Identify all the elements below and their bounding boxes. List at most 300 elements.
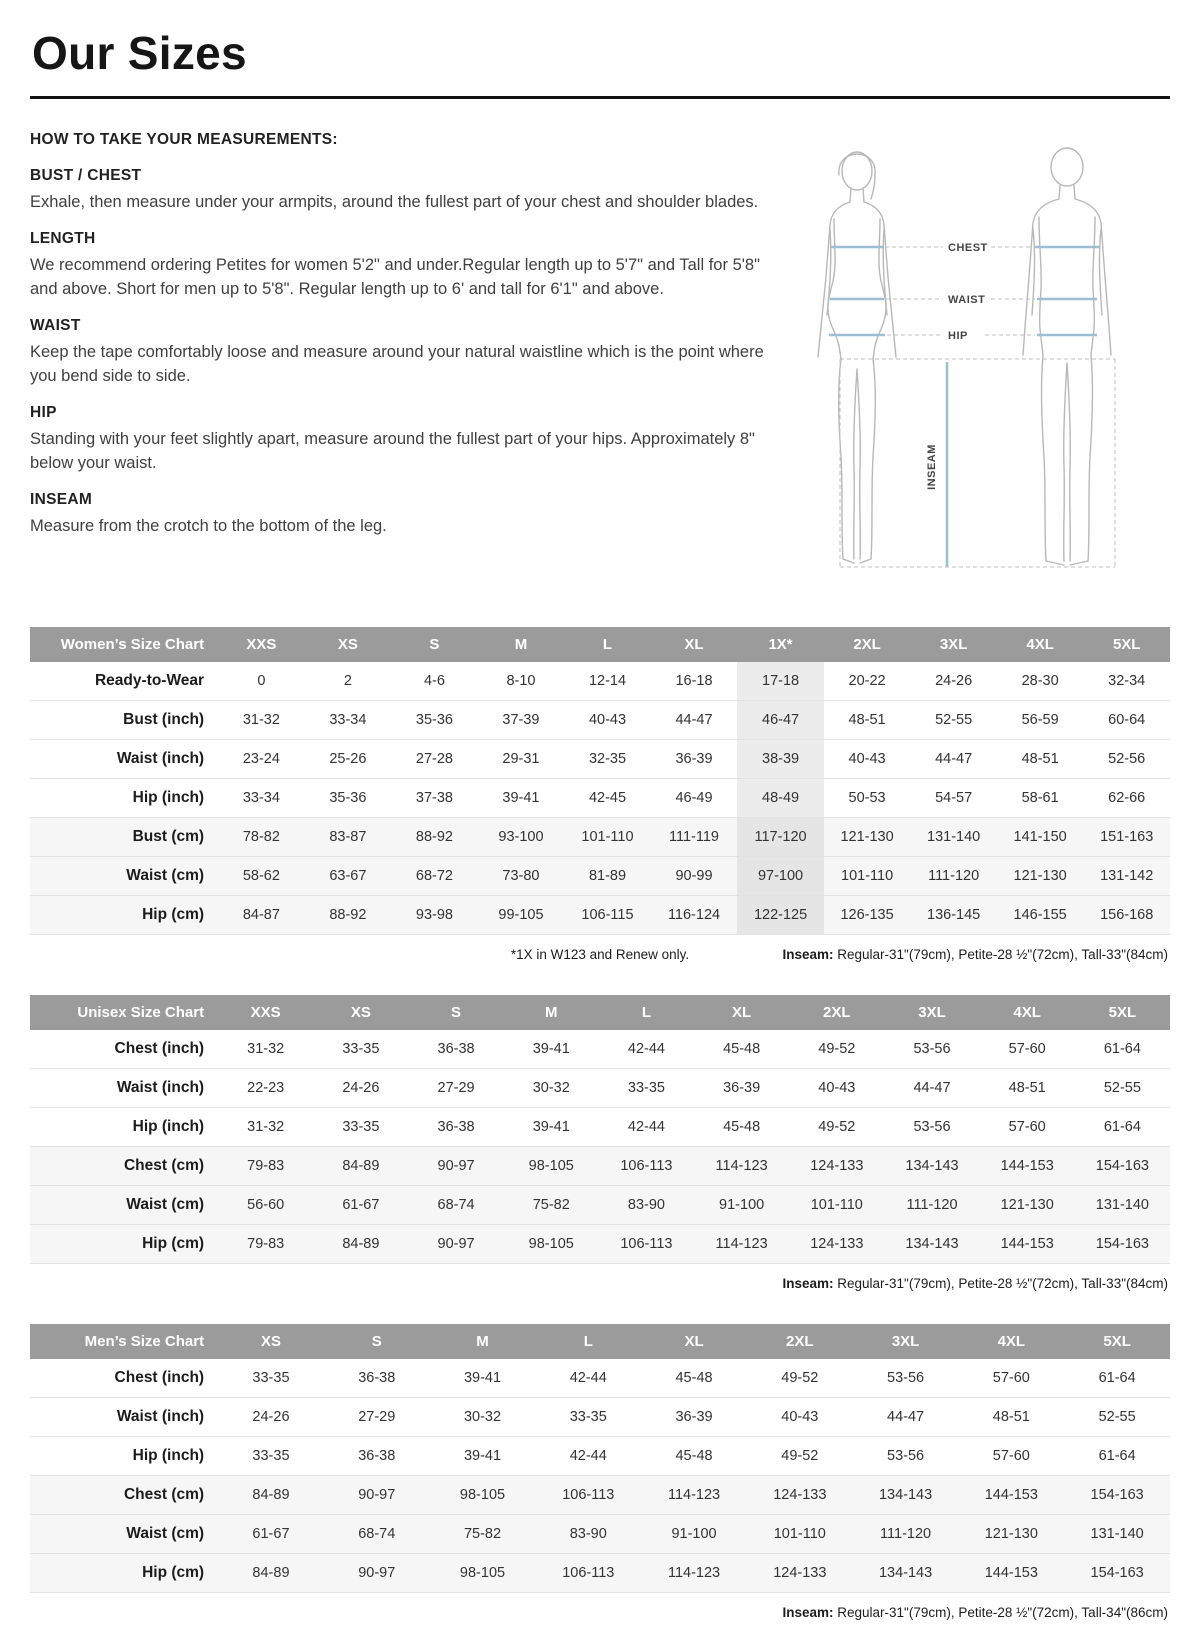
size-value-cell: 36-39: [641, 1398, 747, 1437]
size-value-cell: 144-153: [980, 1225, 1075, 1264]
size-value-cell: 23-24: [218, 740, 305, 779]
size-column-header: S: [324, 1324, 430, 1359]
size-value-cell: 0: [218, 662, 305, 701]
size-value-cell: 16-18: [651, 662, 738, 701]
measurement-section: [30, 317, 764, 388]
size-value-cell: 84-89: [218, 1476, 324, 1515]
table-row: [30, 1069, 1170, 1108]
size-value-cell: 24-26: [313, 1069, 408, 1108]
size-value-cell: 101-110: [747, 1515, 853, 1554]
size-value-cell: 45-48: [694, 1030, 789, 1069]
size-value-cell: 44-47: [884, 1069, 979, 1108]
size-value-cell: 98-105: [504, 1147, 599, 1186]
size-value-cell: 134-143: [884, 1225, 979, 1264]
section-body: Standing with your feet slightly apart, measure around the fullest part of your hips. Approximately 8" below your waist.: [30, 430, 755, 472]
size-column-header: 3XL: [853, 1324, 959, 1359]
section-body: Keep the tape comfortably loose and measure around your natural waistline which is the point where you bend side to side.: [30, 343, 764, 385]
size-value-cell: 53-56: [884, 1030, 979, 1069]
size-value-cell: 121-130: [824, 818, 911, 857]
size-value-cell: 90-97: [408, 1225, 503, 1264]
size-value-cell: 61-64: [1075, 1030, 1170, 1069]
size-value-cell: 68-74: [408, 1186, 503, 1225]
section-title: BUST / CHEST: [30, 167, 142, 184]
size-column-header: XL: [694, 995, 789, 1030]
size-chart-men: [30, 1324, 1170, 1623]
measurement-diagram: [780, 127, 1170, 597]
size-value-cell: 61-64: [1064, 1437, 1170, 1476]
size-value-cell: 90-97: [408, 1147, 503, 1186]
size-value-cell: 37-38: [391, 779, 478, 818]
size-value-cell: 52-55: [910, 701, 997, 740]
size-column-header: 3XL: [910, 627, 997, 662]
size-value-cell: 40-43: [564, 701, 651, 740]
row-label: Hip (cm): [30, 1554, 218, 1593]
table-row: [30, 1359, 1170, 1398]
size-value-cell: 25-26: [305, 740, 392, 779]
measurement-section: [30, 404, 764, 475]
size-value-cell: 88-92: [305, 896, 392, 935]
table-row: [30, 1225, 1170, 1264]
table-title: Women’s Size Chart: [30, 627, 218, 662]
size-value-cell: 124-133: [747, 1476, 853, 1515]
size-value-cell: 106-113: [599, 1147, 694, 1186]
size-value-cell: 42-44: [599, 1108, 694, 1147]
size-value-cell: 30-32: [504, 1069, 599, 1108]
row-label: Waist (inch): [30, 1069, 218, 1108]
size-value-cell: 29-31: [478, 740, 565, 779]
table-row: [30, 779, 1170, 818]
size-value-cell: 56-59: [997, 701, 1084, 740]
measurement-guide: [30, 127, 1170, 597]
size-value-cell: 52-55: [1064, 1398, 1170, 1437]
waist-label: WAIST: [948, 294, 986, 306]
size-column-header: 5XL: [1083, 627, 1170, 662]
howto-heading: HOW TO TAKE YOUR MEASUREMENTS:: [30, 131, 338, 148]
size-chart-unisex: [30, 995, 1170, 1294]
table-row: [30, 1515, 1170, 1554]
size-value-cell: 53-56: [853, 1359, 959, 1398]
size-value-cell: 46-49: [651, 779, 738, 818]
size-value-cell: 36-38: [324, 1437, 430, 1476]
size-value-cell: 131-140: [1075, 1186, 1170, 1225]
size-value-cell: 106-113: [599, 1225, 694, 1264]
size-value-cell: 35-36: [391, 701, 478, 740]
size-column-header: 4XL: [997, 627, 1084, 662]
section-title: HIP: [30, 404, 57, 422]
size-value-cell: 48-51: [997, 740, 1084, 779]
section-body: Measure from the crotch to the bottom of the leg.: [30, 516, 387, 535]
table-title: Men’s Size Chart: [30, 1324, 218, 1359]
table-row: [30, 1108, 1170, 1147]
size-value-cell: 90-99: [651, 857, 738, 896]
size-value-cell: 37-39: [478, 701, 565, 740]
footnote: *1X in W123 and Renew only.: [510, 947, 690, 962]
size-chart-women: [30, 627, 1170, 965]
size-value-cell: 33-35: [218, 1437, 324, 1476]
size-value-cell: 154-163: [1075, 1225, 1170, 1264]
table-row: [30, 857, 1170, 896]
instruction-sections: [30, 167, 764, 538]
size-value-cell: 32-34: [1083, 662, 1170, 701]
size-value-cell: 61-64: [1075, 1108, 1170, 1147]
size-value-cell: 50-53: [824, 779, 911, 818]
size-value-cell: 84-89: [313, 1147, 408, 1186]
size-column-header: 2XL: [747, 1324, 853, 1359]
table-row: [30, 701, 1170, 740]
size-value-cell: 98-105: [430, 1554, 536, 1593]
size-value-cell: 32-35: [564, 740, 651, 779]
size-value-cell: 75-82: [504, 1186, 599, 1225]
footnote: Inseam: Regular-31"(79cm), Petite-28 ½"(72cm), Tall-34"(86cm): [782, 1605, 1168, 1620]
male-figure-outline: [1023, 148, 1111, 565]
size-value-cell: 24-26: [218, 1398, 324, 1437]
size-value-cell: 101-110: [789, 1186, 884, 1225]
size-value-cell: 31-32: [218, 701, 305, 740]
size-value-cell: 39-41: [504, 1108, 599, 1147]
size-value-cell: 48-51: [980, 1069, 1075, 1108]
size-value-cell: 144-153: [958, 1554, 1064, 1593]
size-value-cell: 62-66: [1083, 779, 1170, 818]
measurement-section: [30, 167, 764, 214]
size-value-cell: 38-39: [737, 740, 824, 779]
measurement-instructions: [30, 127, 764, 597]
size-column-header: S: [391, 627, 478, 662]
size-value-cell: 111-120: [884, 1186, 979, 1225]
size-value-cell: 114-123: [641, 1476, 747, 1515]
size-value-cell: 131-140: [910, 818, 997, 857]
table-row: [30, 662, 1170, 701]
size-column-header: 3XL: [884, 995, 979, 1030]
size-value-cell: 84-87: [218, 896, 305, 935]
size-value-cell: 57-60: [958, 1437, 1064, 1476]
size-value-cell: 131-140: [1064, 1515, 1170, 1554]
size-value-cell: 49-52: [747, 1359, 853, 1398]
size-value-cell: 60-64: [1083, 701, 1170, 740]
size-value-cell: 39-41: [430, 1437, 536, 1476]
size-value-cell: 61-67: [313, 1186, 408, 1225]
size-value-cell: 154-163: [1064, 1476, 1170, 1515]
size-value-cell: 22-23: [218, 1069, 313, 1108]
size-value-cell: 106-113: [535, 1554, 641, 1593]
size-chart-table: [30, 1324, 1170, 1593]
size-value-cell: 33-34: [305, 701, 392, 740]
size-column-header: XS: [305, 627, 392, 662]
size-value-cell: 131-142: [1083, 857, 1170, 896]
row-label: Hip (inch): [30, 1437, 218, 1476]
size-value-cell: 36-38: [408, 1108, 503, 1147]
size-value-cell: 49-52: [789, 1108, 884, 1147]
size-column-header: M: [478, 627, 565, 662]
size-value-cell: 114-123: [694, 1225, 789, 1264]
size-value-cell: 117-120: [737, 818, 824, 857]
size-chart-table: [30, 995, 1170, 1264]
size-value-cell: 79-83: [218, 1225, 313, 1264]
table-footnotes: [32, 1276, 1168, 1294]
row-label: Waist (cm): [30, 1186, 218, 1225]
diagram-column: [780, 127, 1170, 597]
size-value-cell: 75-82: [430, 1515, 536, 1554]
size-value-cell: 68-74: [324, 1515, 430, 1554]
table-row: [30, 1398, 1170, 1437]
size-value-cell: 146-155: [997, 896, 1084, 935]
size-value-cell: 40-43: [789, 1069, 884, 1108]
table-row: [30, 1476, 1170, 1515]
size-value-cell: 30-32: [430, 1398, 536, 1437]
size-value-cell: 122-125: [737, 896, 824, 935]
size-value-cell: 33-35: [313, 1030, 408, 1069]
size-value-cell: 141-150: [997, 818, 1084, 857]
size-value-cell: 24-26: [910, 662, 997, 701]
size-value-cell: 48-51: [958, 1398, 1064, 1437]
size-value-cell: 83-87: [305, 818, 392, 857]
size-column-header: XL: [651, 627, 738, 662]
table-title: Unisex Size Chart: [30, 995, 218, 1030]
size-value-cell: 49-52: [789, 1030, 884, 1069]
size-value-cell: 98-105: [430, 1476, 536, 1515]
size-value-cell: 144-153: [958, 1476, 1064, 1515]
size-value-cell: 83-90: [535, 1515, 641, 1554]
size-value-cell: 106-113: [535, 1476, 641, 1515]
table-row: [30, 1147, 1170, 1186]
size-value-cell: 39-41: [478, 779, 565, 818]
size-value-cell: 136-145: [910, 896, 997, 935]
size-value-cell: 126-135: [824, 896, 911, 935]
size-value-cell: 27-29: [408, 1069, 503, 1108]
size-value-cell: 121-130: [997, 857, 1084, 896]
size-value-cell: 78-82: [218, 818, 305, 857]
size-value-cell: 49-52: [747, 1437, 853, 1476]
size-value-cell: 33-35: [535, 1398, 641, 1437]
size-value-cell: 116-124: [651, 896, 738, 935]
size-value-cell: 73-80: [478, 857, 565, 896]
page-title: Our Sizes: [32, 27, 247, 79]
size-value-cell: 53-56: [884, 1108, 979, 1147]
size-column-header: L: [599, 995, 694, 1030]
size-value-cell: 101-110: [824, 857, 911, 896]
size-value-cell: 17-18: [737, 662, 824, 701]
size-value-cell: 42-44: [535, 1437, 641, 1476]
header-row: [30, 627, 1170, 662]
size-value-cell: 58-61: [997, 779, 1084, 818]
size-value-cell: 134-143: [853, 1476, 959, 1515]
size-value-cell: 33-35: [218, 1359, 324, 1398]
size-value-cell: 68-72: [391, 857, 478, 896]
size-value-cell: 154-163: [1064, 1554, 1170, 1593]
size-column-header: 4XL: [980, 995, 1075, 1030]
size-value-cell: 90-97: [324, 1554, 430, 1593]
footnote: Inseam: Regular-31"(79cm), Petite-28 ½"(72cm), Tall-33"(84cm): [782, 1276, 1168, 1291]
measurement-section: [30, 491, 764, 538]
size-value-cell: 61-64: [1064, 1359, 1170, 1398]
row-label: Chest (cm): [30, 1147, 218, 1186]
size-column-header: XXS: [218, 627, 305, 662]
row-label: Ready-to-Wear: [30, 662, 218, 701]
size-value-cell: 36-39: [651, 740, 738, 779]
size-value-cell: 2: [305, 662, 392, 701]
row-label: Waist (inch): [30, 1398, 218, 1437]
row-label: Chest (inch): [30, 1359, 218, 1398]
size-value-cell: 57-60: [980, 1108, 1075, 1147]
header-row: [30, 1324, 1170, 1359]
row-label: Waist (cm): [30, 857, 218, 896]
size-value-cell: 57-60: [958, 1359, 1064, 1398]
size-value-cell: 88-92: [391, 818, 478, 857]
size-value-cell: 134-143: [853, 1554, 959, 1593]
row-label: Hip (cm): [30, 1225, 218, 1264]
inseam-label: INSEAM: [926, 444, 938, 490]
measurement-section: [30, 230, 764, 301]
size-value-cell: 84-89: [313, 1225, 408, 1264]
size-value-cell: 58-62: [218, 857, 305, 896]
size-value-cell: 39-41: [504, 1030, 599, 1069]
size-column-header: XS: [313, 995, 408, 1030]
section-title: LENGTH: [30, 230, 96, 248]
size-value-cell: 45-48: [694, 1108, 789, 1147]
header-row: [30, 995, 1170, 1030]
chest-label: CHEST: [948, 242, 988, 254]
size-value-cell: 45-48: [641, 1359, 747, 1398]
table-row: [30, 1030, 1170, 1069]
size-value-cell: 33-35: [313, 1108, 408, 1147]
size-value-cell: 8-10: [478, 662, 565, 701]
size-value-cell: 27-29: [324, 1398, 430, 1437]
table-row: [30, 818, 1170, 857]
row-label: Hip (cm): [30, 896, 218, 935]
title-divider: [30, 96, 1170, 99]
size-value-cell: 106-115: [564, 896, 651, 935]
size-value-cell: 97-100: [737, 857, 824, 896]
size-value-cell: 52-55: [1075, 1069, 1170, 1108]
size-value-cell: 31-32: [218, 1030, 313, 1069]
size-value-cell: 111-119: [651, 818, 738, 857]
size-column-header: XXS: [218, 995, 313, 1030]
size-value-cell: 83-90: [599, 1186, 694, 1225]
size-value-cell: 28-30: [997, 662, 1084, 701]
size-value-cell: 111-120: [910, 857, 997, 896]
section-title: WAIST: [30, 317, 81, 335]
size-value-cell: 42-44: [535, 1359, 641, 1398]
table-row: [30, 1186, 1170, 1225]
size-value-cell: 91-100: [694, 1186, 789, 1225]
section-title: INSEAM: [30, 490, 93, 508]
size-column-header: 2XL: [824, 627, 911, 662]
row-label: Hip (inch): [30, 779, 218, 818]
size-value-cell: 101-110: [564, 818, 651, 857]
size-value-cell: 121-130: [958, 1515, 1064, 1554]
size-value-cell: 61-67: [218, 1515, 324, 1554]
size-value-cell: 79-83: [218, 1147, 313, 1186]
size-column-header: 4XL: [958, 1324, 1064, 1359]
size-value-cell: 36-39: [694, 1069, 789, 1108]
section-body: Exhale, then measure under your armpits, around the fullest part of your chest and shoulder blades.: [30, 193, 759, 211]
footnote: Inseam: Regular-31"(79cm), Petite-28 ½"(72cm), Tall-33"(84cm): [782, 947, 1168, 962]
size-value-cell: 35-36: [305, 779, 392, 818]
size-value-cell: 121-130: [980, 1186, 1075, 1225]
size-column-header: 2XL: [789, 995, 884, 1030]
size-value-cell: 114-123: [694, 1147, 789, 1186]
size-value-cell: 124-133: [789, 1225, 884, 1264]
size-column-header: L: [535, 1324, 641, 1359]
size-value-cell: 134-143: [884, 1147, 979, 1186]
size-value-cell: 48-51: [824, 701, 911, 740]
size-value-cell: 54-57: [910, 779, 997, 818]
size-value-cell: 93-98: [391, 896, 478, 935]
size-value-cell: 36-38: [408, 1030, 503, 1069]
size-value-cell: 90-97: [324, 1476, 430, 1515]
row-label: Waist (cm): [30, 1515, 218, 1554]
row-label: Bust (inch): [30, 701, 218, 740]
size-value-cell: 12-14: [564, 662, 651, 701]
size-value-cell: 42-45: [564, 779, 651, 818]
size-value-cell: 44-47: [853, 1398, 959, 1437]
size-value-cell: 39-41: [430, 1359, 536, 1398]
size-value-cell: 63-67: [305, 857, 392, 896]
size-value-cell: 44-47: [910, 740, 997, 779]
size-value-cell: 53-56: [853, 1437, 959, 1476]
row-label: Chest (inch): [30, 1030, 218, 1069]
size-value-cell: 124-133: [789, 1147, 884, 1186]
size-value-cell: 144-153: [980, 1147, 1075, 1186]
size-chart-table: [30, 627, 1170, 935]
row-label: Waist (inch): [30, 740, 218, 779]
size-value-cell: 81-89: [564, 857, 651, 896]
size-value-cell: 46-47: [737, 701, 824, 740]
size-value-cell: 20-22: [824, 662, 911, 701]
size-value-cell: 52-56: [1083, 740, 1170, 779]
table-row: [30, 896, 1170, 935]
size-value-cell: 154-163: [1075, 1147, 1170, 1186]
size-value-cell: 44-47: [651, 701, 738, 740]
table-row: [30, 740, 1170, 779]
size-value-cell: 99-105: [478, 896, 565, 935]
size-value-cell: 156-168: [1083, 896, 1170, 935]
size-column-header: 1X*: [737, 627, 824, 662]
size-value-cell: 84-89: [218, 1554, 324, 1593]
size-value-cell: 93-100: [478, 818, 565, 857]
row-label: Hip (inch): [30, 1108, 218, 1147]
size-value-cell: 57-60: [980, 1030, 1075, 1069]
size-value-cell: 27-28: [391, 740, 478, 779]
size-value-cell: 56-60: [218, 1186, 313, 1225]
size-value-cell: 114-123: [641, 1554, 747, 1593]
row-label: Chest (cm): [30, 1476, 218, 1515]
size-value-cell: 31-32: [218, 1108, 313, 1147]
table-row: [30, 1437, 1170, 1476]
row-label: Bust (cm): [30, 818, 218, 857]
size-column-header: 5XL: [1064, 1324, 1170, 1359]
section-body: We recommend ordering Petites for women 5'2" and under.Regular length up to 5'7" and Tall for 5'8" and above. Short for men up to 5'8". Regular length up to 6' and tall for 6'1" and above.: [30, 256, 760, 298]
table-footnotes: [32, 947, 1168, 965]
size-column-header: XS: [218, 1324, 324, 1359]
size-value-cell: 48-49: [737, 779, 824, 818]
size-value-cell: 40-43: [824, 740, 911, 779]
size-column-header: M: [430, 1324, 536, 1359]
female-figure-outline: [818, 152, 896, 563]
size-value-cell: 33-35: [599, 1069, 694, 1108]
size-column-header: XL: [641, 1324, 747, 1359]
size-value-cell: 111-120: [853, 1515, 959, 1554]
table-row: [30, 1554, 1170, 1593]
size-value-cell: 33-34: [218, 779, 305, 818]
size-value-cell: 40-43: [747, 1398, 853, 1437]
size-column-header: S: [408, 995, 503, 1030]
size-column-header: 5XL: [1075, 995, 1170, 1030]
size-value-cell: 42-44: [599, 1030, 694, 1069]
size-column-header: L: [564, 627, 651, 662]
size-value-cell: 4-6: [391, 662, 478, 701]
table-footnotes: [32, 1605, 1168, 1623]
size-value-cell: 124-133: [747, 1554, 853, 1593]
